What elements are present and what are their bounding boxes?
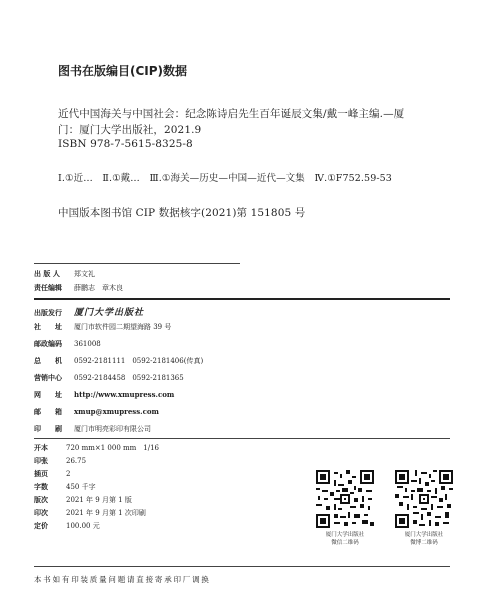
publisher-row xyxy=(34,305,144,318)
staff-row-publisher-person xyxy=(34,269,95,279)
divider xyxy=(34,566,450,567)
website-link[interactable]: http://www.xmupress.com xyxy=(74,390,175,399)
printer-label: 印 刷 xyxy=(34,425,62,433)
spec-value: 450 千字 xyxy=(66,483,96,491)
staff-label: 出 版 人 xyxy=(34,270,60,278)
postcode-row xyxy=(34,339,101,349)
address-label: 社 址 xyxy=(34,323,62,331)
qr-caption-line: 厦门大学出版社 xyxy=(404,532,444,538)
spec-label: 插页 xyxy=(34,470,48,478)
spec-label: 印张 xyxy=(34,457,48,465)
spec-row xyxy=(34,443,159,453)
cip-record-number: 中国版本图书馆 CIP 数据核字(2021)第 151805 号 xyxy=(58,207,306,219)
divider xyxy=(34,263,240,264)
spec-label: 开本 xyxy=(34,444,48,452)
spec-row xyxy=(34,482,96,492)
postcode-label: 邮政编码 xyxy=(34,340,62,348)
address-row xyxy=(34,322,171,332)
website-row xyxy=(34,390,174,400)
spec-value: 720 mm×1 000 mm 1/16 xyxy=(66,444,159,452)
staff-label: 责任编辑 xyxy=(34,284,62,292)
spec-row xyxy=(34,508,146,518)
spec-value: 2021 年 9 月第 1 次印刷 xyxy=(66,509,146,517)
address-value: 厦门市软件园二期望海路 39 号 xyxy=(74,323,172,331)
divider xyxy=(34,438,450,439)
publisher-brand-logo: 厦门大学出版社 xyxy=(74,308,145,318)
weibo-qr-code-icon xyxy=(395,470,453,528)
cip-isbn: ISBN 978-7-5615-8325-8 xyxy=(58,138,193,150)
email-row xyxy=(34,407,159,417)
phone-value: 0592-2181111 0592-2181406(传真) xyxy=(74,357,204,365)
spec-row xyxy=(34,521,100,531)
publisher-label: 出版发行 xyxy=(34,309,62,317)
cip-heading: 图书在版编目(CIP)数据 xyxy=(58,64,188,78)
phone-label: 总 机 xyxy=(34,357,62,365)
staff-value: 郑文礼 xyxy=(74,270,95,278)
cip-title-line: 近代中国海关与中国社会：纪念陈诗启先生百年诞辰文集/戴一峰主编.—厦 xyxy=(58,108,405,120)
spec-label: 印次 xyxy=(34,509,48,517)
spec-value: 2021 年 9 月第 1 版 xyxy=(66,496,132,504)
spec-row xyxy=(34,456,86,466)
qr-caption-line: 微信二维码 xyxy=(331,540,359,546)
printer-row xyxy=(34,424,151,434)
email-label: 邮 箱 xyxy=(34,408,62,416)
spec-label: 字数 xyxy=(34,483,48,491)
marketing-label: 营销中心 xyxy=(34,374,62,382)
marketing-row xyxy=(34,373,184,383)
phone-row xyxy=(34,356,203,366)
divider xyxy=(34,298,450,300)
qr-caption-line: 微博二维码 xyxy=(410,540,438,546)
footer-notice: 本书如有印装质量问题请直接寄承印厂调换 xyxy=(34,575,211,584)
weibo-qr-caption xyxy=(389,531,459,547)
staff-value: 薛鹏志 章木良 xyxy=(74,284,123,292)
staff-row-editor xyxy=(34,283,123,293)
spec-value: 2 xyxy=(66,470,71,478)
qr-caption-line: 厦门大学出版社 xyxy=(325,532,365,538)
printer-value: 厦门市明亮彩印有限公司 xyxy=(74,425,151,433)
wechat-qr-code-icon xyxy=(316,470,374,528)
spec-value: 26.75 xyxy=(66,457,87,465)
spec-row xyxy=(34,495,132,505)
cip-publisher-line: 门：厦门大学出版社，2021.9 xyxy=(58,124,202,136)
spec-value: 100.00 元 xyxy=(66,522,100,530)
spec-row xyxy=(34,469,70,479)
website-label: 网 址 xyxy=(34,391,62,399)
spec-label: 版次 xyxy=(34,496,48,504)
postcode-value: 361008 xyxy=(74,340,101,348)
email-link[interactable]: xmup@xmupress.com xyxy=(74,407,159,416)
wechat-qr-caption xyxy=(310,531,380,547)
marketing-value: 0592-2184458 0592-2181365 xyxy=(74,374,184,382)
spec-label: 定价 xyxy=(34,522,48,530)
cip-classification: Ⅰ.①近… Ⅱ.①戴… Ⅲ.①海关—历史—中国—近代—文集 Ⅳ.①F752.59-53 xyxy=(58,173,392,184)
